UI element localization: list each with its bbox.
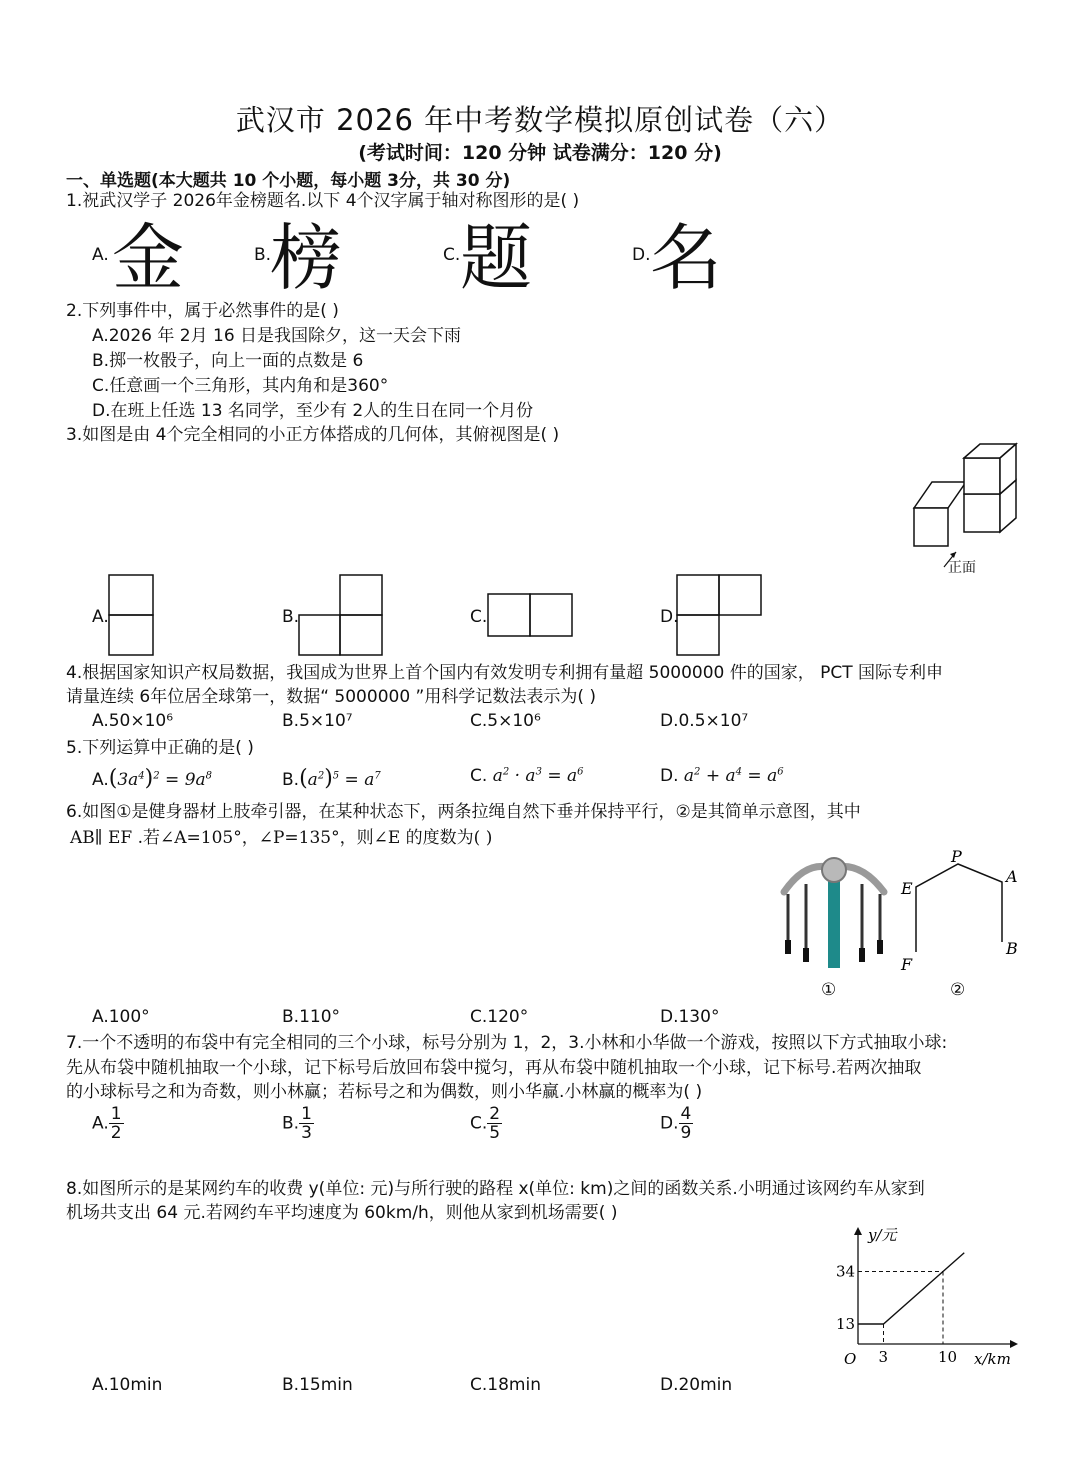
- q1-option-d-char: 名: [650, 216, 723, 300]
- fitness-equipment-photo: [776, 850, 892, 970]
- x-axis-arrow: [1010, 1340, 1018, 1348]
- fare-distance-chart: [828, 1218, 1028, 1374]
- x-axis-label: x/km: [974, 1350, 1011, 1368]
- point-f-label: F: [901, 955, 913, 974]
- q8-option-c: C.18min: [470, 1375, 541, 1395]
- front-label: 正面: [948, 560, 976, 576]
- q1-option-b-label: B.: [254, 245, 272, 265]
- q6-option-b: B.110°: [282, 1007, 341, 1027]
- q5-option-d-expression: $a^2 + a^4 = a^6$: [683, 766, 784, 786]
- q1-option-c-label: C.: [443, 245, 461, 265]
- q5-option-c: [470, 766, 584, 786]
- question-5-stem: 5.下列运算中正确的是( ): [66, 738, 254, 758]
- y-axis-arrow: [854, 1227, 862, 1235]
- q1-option-a-char: 金: [112, 216, 185, 300]
- q3-option-a-label: A.: [92, 607, 109, 627]
- question-1-stem: 1.祝武汉学子 2026年金榜题名.以下 4个汉字属于轴对称图形的是( ): [66, 191, 580, 211]
- q7-option-a-fraction: $\frac{1}{2}$: [110, 1104, 122, 1143]
- figure-2-label: ②: [950, 980, 966, 1000]
- q8-option-d: D.20min: [660, 1375, 733, 1395]
- q2-option-d: D.在班上任选 13 名同学，至少有 2人的生日在同一个月份: [92, 401, 534, 421]
- question-7-line-1: 7.一个不透明的布袋中有完全相同的三个小球，标号分别为 1，2，3.小林和小华做一个游戏，按照以下方式抽取小球:: [66, 1033, 948, 1053]
- point-a-label: A: [1006, 867, 1018, 886]
- q1-option-c-char: 题: [460, 216, 533, 300]
- q5-option-c-label: C.: [470, 766, 488, 786]
- q3-option-b-figure: [298, 574, 386, 658]
- figure-1-label: ①: [821, 980, 837, 1000]
- q5-option-d-label: D.: [660, 766, 679, 786]
- q4-option-a: A.50×10⁶: [92, 711, 174, 731]
- question-7-line-3: 的小球标号之和为奇数，则小林赢；若标号之和为偶数，则小华赢.小林赢的概率为( ): [66, 1082, 703, 1102]
- q5-option-a: [92, 766, 212, 791]
- question-6-stem-line-2: AB∥ EF .若∠A=105°，∠P=135°，则∠E 的度数为( ): [70, 828, 493, 848]
- q3-option-a-figure: [108, 574, 156, 658]
- cube-stack-figure: [900, 440, 1030, 580]
- point-e-label: E: [901, 879, 913, 898]
- q6-option-d: D.130°: [660, 1007, 720, 1027]
- q7-option-a: [92, 1105, 124, 1142]
- q5-option-b: [282, 766, 381, 791]
- q3-option-c-figure: [487, 593, 575, 639]
- q7-option-a-label: A.: [92, 1113, 109, 1134]
- q7-option-c-fraction: $\frac{2}{5}$: [489, 1104, 501, 1143]
- q3-option-d-label: D.: [660, 607, 679, 627]
- q4-option-d: D.0.5×10⁷: [660, 711, 749, 731]
- question-8-stem-line-2: 机场共支出 64 元.若网约车平均速度为 60km/h，则他从家到机场需要( ): [66, 1203, 618, 1223]
- q1-option-b-char: 榜: [270, 216, 343, 300]
- q7-option-c: [470, 1105, 502, 1142]
- q7-option-b-fraction: $\frac{1}{3}$: [301, 1104, 312, 1143]
- q4-option-b: B.5×10⁷: [282, 711, 353, 731]
- q5-option-c-expression: $a^2 \cdot a^3 = a^6$: [492, 766, 584, 786]
- question-2-stem: 2.下列事件中，属于必然事件的是( ): [66, 301, 339, 321]
- q7-option-d-fraction: $\frac{4}{9}$: [680, 1104, 692, 1143]
- question-6-stem-line-1: 6.如图①是健身器材上肢牵引器，在某种状态下，两条拉绳自然下垂并保持平行，②是其简单示意图，其中: [66, 802, 861, 822]
- q5-option-d: [660, 766, 784, 786]
- q2-option-c: C.任意画一个三角形，其内角和是360°: [92, 376, 389, 396]
- page-title: 武汉市 2026 年中考数学模拟原创试卷（六）: [235, 103, 845, 137]
- q6-option-a: A.100°: [92, 1007, 150, 1027]
- q2-option-b: B.掷一枚骰子，向上一面的点数是 6: [92, 351, 364, 371]
- q5-option-a-expression: $(3a^4)^2 = 9a^8$: [108, 766, 213, 791]
- point-p-label: P: [951, 847, 962, 866]
- y-tick-label-13: 13: [836, 1315, 856, 1333]
- section-heading: 一、单选题(本大题共 10 个小题，每小题 3分，共 30 分): [66, 171, 511, 191]
- q7-option-c-label: C.: [470, 1113, 488, 1134]
- q3-option-c-label: C.: [470, 607, 488, 627]
- question-7-line-2: 先从布袋中随机抽取一个小球，记下标号后放回布袋中搅匀，再从布袋中随机抽取一个小球，记下标号.若两次抽取: [66, 1058, 922, 1078]
- question-4-stem-line-1: 4.根据国家知识产权局数据，我国成为世界上首个国内有效发明专利拥有量超 5000000 件的国家， PCT 国际专利申: [66, 663, 944, 683]
- question-8-stem-line-1: 8.如图所示的是某网约车的收费 y(单位: 元)与所行驶的路程 x(单位: km)之间的函数关系.小明通过该网约车从家到: [66, 1179, 925, 1199]
- q4-option-c: C.5×10⁶: [470, 711, 541, 731]
- origin-label: O: [844, 1350, 857, 1368]
- q1-option-d-label: D.: [632, 245, 651, 265]
- q7-option-b: [282, 1105, 314, 1142]
- q3-option-b-label: B.: [282, 607, 300, 627]
- q8-option-a: A.10min: [92, 1375, 163, 1395]
- geometry-diagram-efpab: [896, 842, 1026, 1002]
- exam-info: (考试时间：120 分钟 试卷满分：120 分): [358, 142, 722, 164]
- q5-option-b-expression: $(a^2)^5 = a^7$: [299, 766, 381, 791]
- question-3-stem: 3.如图是由 4个完全相同的小正方体搭成的几何体，其俯视图是( ): [66, 425, 560, 445]
- x-tick-label-10: 10: [938, 1348, 958, 1366]
- q2-option-a: A.2026 年 2月 16 日是我国除夕，这一天会下雨: [92, 326, 462, 346]
- q7-option-d-label: D.: [660, 1113, 679, 1134]
- y-axis-label: y/元: [868, 1226, 897, 1244]
- question-4-stem-line-2: 请量连续 6年位居全球第一，数据“ 5000000 ”用科学记数法表示为( ): [66, 687, 597, 707]
- q7-option-b-label: B.: [282, 1113, 300, 1134]
- q6-option-c: C.120°: [470, 1007, 529, 1027]
- q3-option-d-figure: [676, 574, 766, 658]
- point-b-label: B: [1006, 939, 1018, 958]
- q5-option-b-label: B.: [282, 770, 300, 790]
- y-tick-label-34: 34: [836, 1262, 856, 1281]
- q7-option-d: [660, 1105, 693, 1142]
- q8-option-b: B.15min: [282, 1375, 353, 1395]
- fare-line: [858, 1253, 964, 1324]
- q5-option-a-label: A.: [92, 770, 109, 790]
- q1-option-a-label: A.: [92, 245, 109, 265]
- x-tick-label-3: 3: [878, 1348, 889, 1366]
